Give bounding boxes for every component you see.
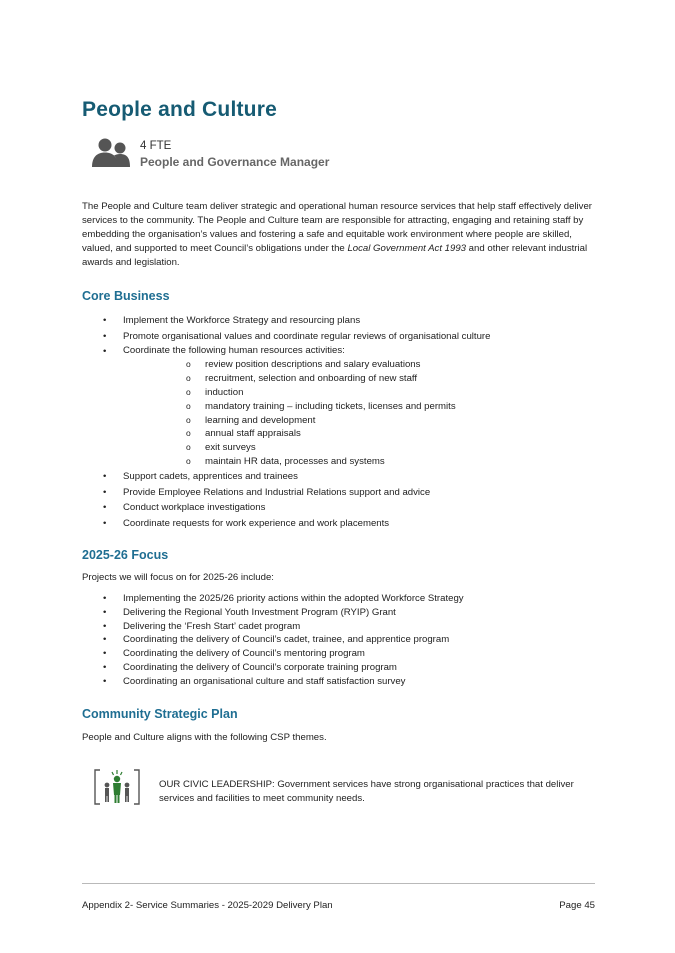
list-item: • Delivering the Regional Youth Investment Program (RYIP) Grant bbox=[82, 606, 602, 620]
footer-document-title: Appendix 2- Service Summaries - 2025-2029 Delivery Plan bbox=[82, 900, 333, 911]
csp-theme: OUR CIVIC LEADERSHIP: Government services have strong organisational practices that deliver services and facilities to meet community needs. bbox=[159, 779, 574, 804]
sub-list-item: o learning and development bbox=[123, 414, 602, 428]
focus-intro: Projects we will focus on for 2025-26 include: bbox=[82, 572, 274, 583]
list-item: • Implementing the 2025/26 priority actions within the adopted Workforce Strategy bbox=[82, 592, 602, 606]
list-item: • Delivering the ‘Fresh Start’ cadet program bbox=[82, 620, 602, 634]
sub-list-item: o mandatory training – including tickets, licenses and permits bbox=[123, 400, 602, 414]
civic-leadership-icon bbox=[94, 768, 140, 806]
sub-list-item: o recruitment, selection and onboarding of new staff bbox=[123, 372, 602, 386]
footer-divider bbox=[82, 883, 595, 884]
list-item: • Conduct workplace investigations bbox=[82, 500, 602, 516]
sub-list-item: o annual staff appraisals bbox=[123, 427, 602, 441]
core-business-list bbox=[82, 313, 602, 531]
page-number: Page 45 bbox=[559, 900, 595, 911]
list-item: • Coordinating the delivery of Council’s mentoring program bbox=[82, 647, 602, 661]
sub-list bbox=[123, 358, 602, 469]
intro-paragraph bbox=[82, 200, 592, 270]
manager-title: People and Governance Manager bbox=[140, 155, 330, 169]
sub-list-item: o induction bbox=[123, 386, 602, 400]
focus-heading: 2025-26 Focus bbox=[82, 548, 169, 562]
list-item-label: • Coordinate the following human resources activities: bbox=[123, 345, 345, 356]
csp-heading: Community Strategic Plan bbox=[82, 707, 238, 721]
list-item: • Promote organisational values and coordinate regular reviews of organisational culture bbox=[82, 329, 602, 345]
core-business-heading: Core Business bbox=[82, 289, 170, 303]
list-item: • Coordinate requests for work experience and work placements bbox=[82, 516, 602, 532]
list-item: • Coordinating the delivery of Council’s corporate training program bbox=[82, 661, 602, 675]
sub-list-item: o review position descriptions and salary evaluations bbox=[123, 358, 602, 372]
list-item: • Coordinating an organisational culture and staff satisfaction survey bbox=[82, 675, 602, 689]
sub-list-item: o maintain HR data, processes and systems bbox=[123, 455, 602, 469]
list-item: • Provide Employee Relations and Industrial Relations support and advice bbox=[82, 485, 602, 501]
focus-list bbox=[82, 592, 602, 689]
intro-tail: and other relevant industrial awards and legislation. bbox=[82, 243, 588, 268]
list-item bbox=[82, 344, 602, 469]
list-item: • Support cadets, apprentices and trainees bbox=[82, 469, 602, 485]
people-icon bbox=[91, 137, 131, 168]
list-item: • Implement the Workforce Strategy and resourcing plans bbox=[82, 313, 602, 329]
fte-count: 4 FTE bbox=[140, 140, 172, 152]
page-title: People and Culture bbox=[82, 98, 277, 121]
act-name: Local Government Act 1993 bbox=[347, 243, 467, 254]
list-item: • Coordinating the delivery of Council’s cadet, trainee, and apprentice program bbox=[82, 633, 602, 647]
intro-text: The People and Culture team deliver strategic and operational human resource services that help staff effectively deliver services to the community. The People and Culture team are responsible for attracting, engaging and retaining staff by embedding the organisation’s values and fostering a safe and equitable work environment where people are skilled, valued, and supported to meet Council’s obligations under the bbox=[82, 201, 592, 254]
csp-intro: People and Culture aligns with the following CSP themes. bbox=[82, 732, 327, 743]
sub-list-item: o exit surveys bbox=[123, 441, 602, 455]
